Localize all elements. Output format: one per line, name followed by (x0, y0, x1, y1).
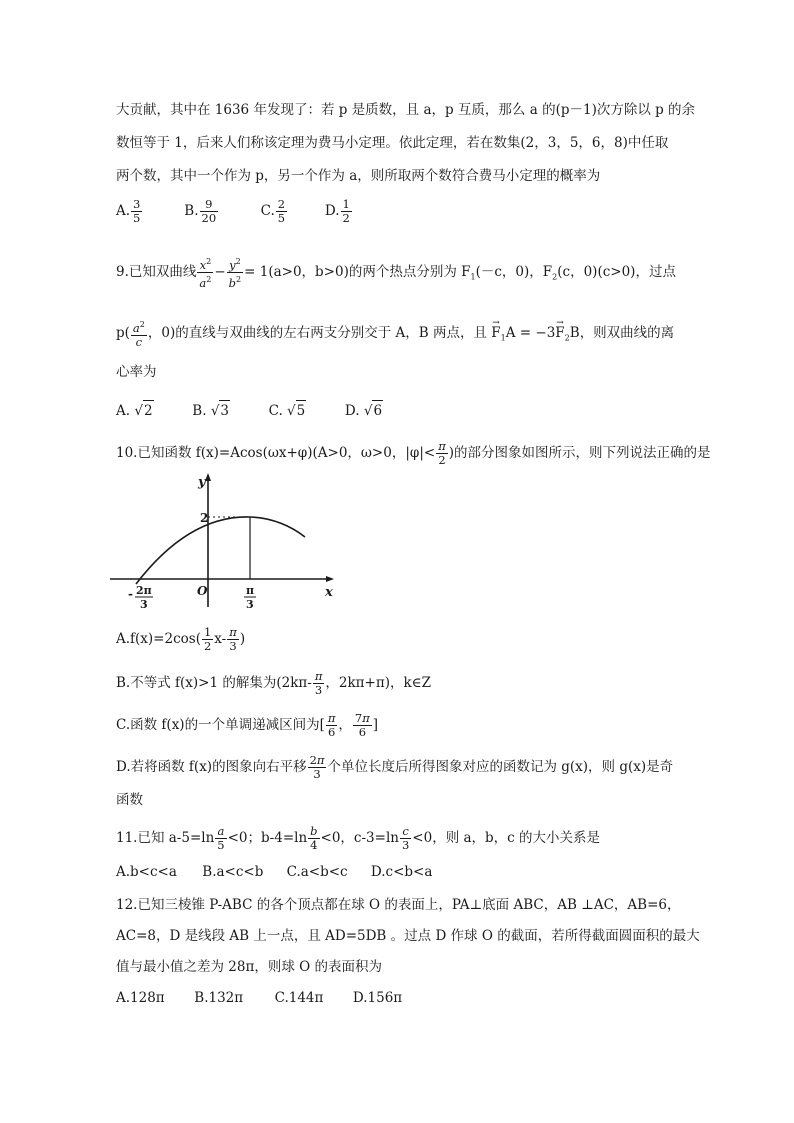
q10-stem: 10.已知函数 f(x)=Acos(ωx+φ)(A>0，ω>0，|φ|< $\frac{\pi}{2}$ )的部分图象如图所示，则下列说法正确的是 (116, 439, 711, 467)
intro-line-2: 数恒等于 1，后来人们称该定理为费马小定理。依此定理，若在数集(2，3，5，6，8)中任取 (116, 135, 669, 151)
intro-line-1: 大贡献，其中在 1636 年发现了：若 p 是质数，且 a，p 互质，那么 a 的(p－1)次方除以 p 的余 (116, 102, 696, 118)
q12-option-b[interactable]: B.132π (194, 990, 244, 1006)
q9-option-a[interactable]: A. √2 (116, 400, 188, 421)
intro-line-3: 两个数，其中一个作为 p，另一个作为 a，则所取两个数符合费马小定理的概率为 (116, 168, 601, 184)
q8-options (116, 198, 353, 225)
q12-stem-line-3: 值与最小值之差为 28π，则球 O 的表面积为 (116, 959, 382, 975)
y-tick-2: 2 (200, 511, 209, 525)
q8-option-c[interactable]: C. $\frac{2}{5}$ (260, 197, 286, 225)
q11-options (116, 862, 432, 882)
x-axis-label: x (325, 585, 333, 600)
q11-option-b[interactable]: B.a<c<b (202, 864, 264, 880)
q8-option-b[interactable]: B. $\frac{9}{20}$ (184, 197, 217, 225)
q8-option-d[interactable]: D. $\frac{1}{2}$ (324, 197, 350, 225)
q12-stem-line-1: 12.已知三棱锥 P-ABC 的各个顶点都在球 O 的表面上，PA⊥底面 ABC，AB ⊥AC，AB=6， (116, 897, 681, 913)
q10-option-d-line-2: 函数 (116, 792, 143, 808)
q12-option-a[interactable]: A.128π (116, 990, 165, 1006)
q12-option-c[interactable]: C.144π (274, 990, 324, 1006)
q9-option-b[interactable]: B. √3 (192, 400, 264, 421)
y-axis-label: y (198, 475, 206, 490)
vector-f2b: → $F_2B$ (555, 323, 579, 349)
q10-option-c[interactable]: C.函数 f(x)的一个单调递减区间为[ $\frac{\pi}{6}$ ， $\frac{7\pi}{6}$ ] (116, 711, 379, 739)
q10-option-a[interactable]: A.f(x)=2cos( $\frac{1}{2}$ x- $\frac{\pi}{3}$ ) (116, 625, 246, 653)
x-tick-left-minus: - (128, 587, 133, 601)
x-axis-arrow-icon (326, 576, 334, 582)
q9-stem-line-2: p( $\frac{a^2}{c}$ ，0)的直线与双曲线的左右两支分别交于 A，B 两点，且 → $F_1A = -3\to F_2B$，则双曲线的离 (116, 318, 674, 349)
q11-stem: 11.已知 a-5=ln $\frac{a}{5}$ <0；b-4=ln $\frac{b}{4}$ <0，c-3=ln $\frac{c}{3}$ <0，则 a，b，c 的大小关系是 (116, 824, 601, 852)
q12-stem-line-2: AC=8，D 是线段 AB 上一点，且 AD=5DB 。过点 D 作球 O 的截面，若所得截面圆面积的最大 (116, 928, 700, 944)
q9-option-c[interactable]: C. √5 (269, 400, 341, 421)
x-tick-right-numerator: π (246, 584, 255, 597)
cosine-curve (136, 517, 305, 584)
vector-f1a: → $F_1A$ (491, 323, 515, 349)
q9-stem-line-3: 心率为 (116, 364, 157, 380)
q11-option-a[interactable]: A.b<c<a (116, 864, 177, 880)
q12-options (116, 988, 402, 1008)
q9-stem-line-1: 9.已知双曲线 $\frac{x^2}{a^2}$ − $\frac{y^2}{b^2}$ = 1(a>0，b>0)的两个热点分别为 $F_1(-c$，0)，$F_2(c$，0)(c>0)，过点 (116, 257, 676, 290)
x-tick-left-denominator: 3 (140, 598, 148, 611)
q11-option-c[interactable]: C.a<b<c (286, 864, 348, 880)
q9-options (116, 400, 383, 421)
q12-option-d[interactable]: D.156π (352, 990, 403, 1006)
q11-option-d[interactable]: D.c<b<a (370, 864, 433, 880)
q10-graph (110, 472, 350, 612)
origin-label: O (197, 584, 208, 598)
y-axis-arrow-icon (205, 473, 211, 481)
q9-option-d[interactable]: D. √6 (345, 400, 383, 421)
q10-option-b[interactable]: B.不等式 f(x)>1 的解集为(2kπ- $\frac{\pi}{3}$ ，2kπ+π)，k∈Z (116, 669, 432, 697)
q8-option-a[interactable]: A. $\frac{3}{5}$ (116, 197, 141, 225)
x-tick-left-numerator: 2π (136, 584, 152, 597)
x-tick-right-denominator: 3 (246, 598, 254, 611)
q10-option-d[interactable]: D.若将函数 f(x)的图象向右平移 $\frac{2\pi}{3}$ 个单位长度后所得图象对应的函数记为 g(x)，则 g(x)是奇 (116, 753, 674, 781)
